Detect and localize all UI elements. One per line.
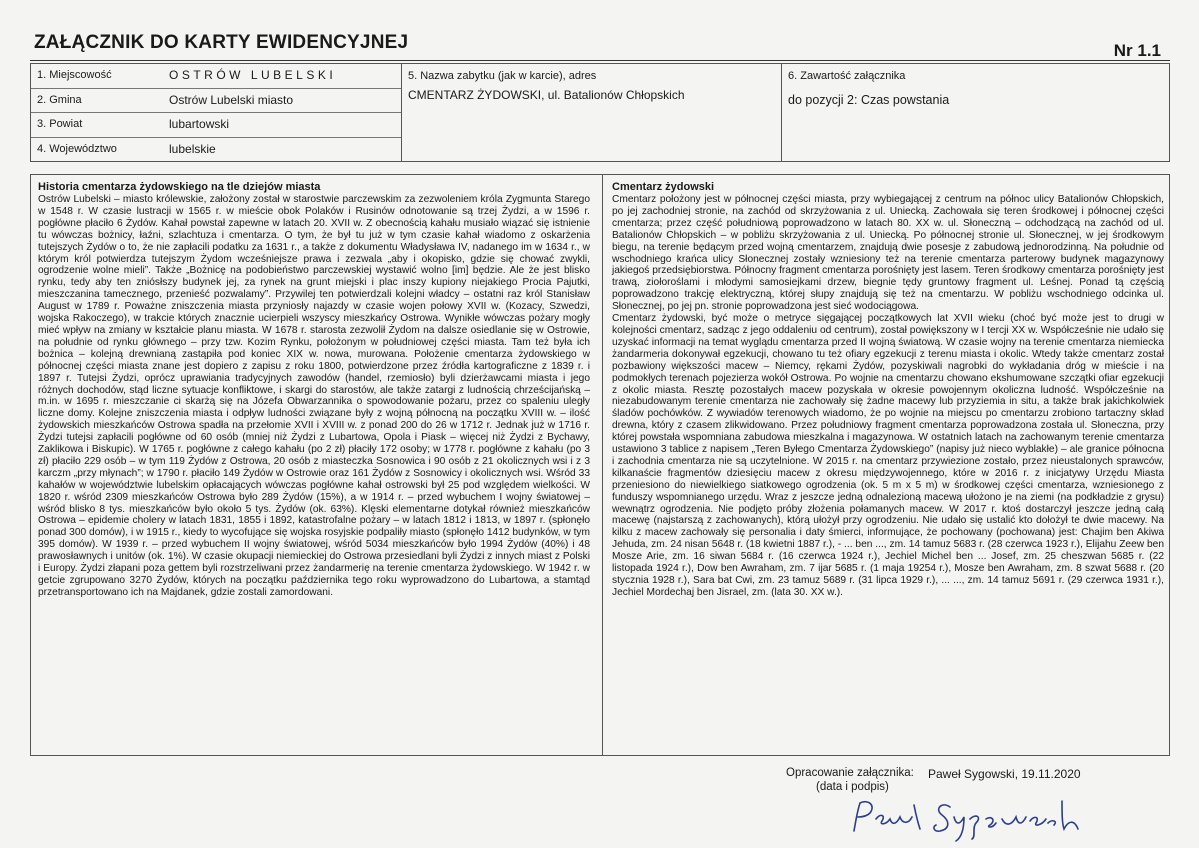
content-box [30, 174, 1170, 756]
header-table [30, 63, 1170, 162]
location-column [31, 64, 402, 161]
field-row-district [31, 113, 401, 138]
footer-sublabel: (data i podpis) [816, 781, 889, 793]
cemetery-paragraph-2: Cmentarz żydowski, być może o metryce sięgającej początkowych lat XVII wieku (choć być może jest to drugi w kolejności cmentarz, sadząc z jego oddaleniu od centrum), został powiększony w I tercji XX w. Współcześnie nie udało się uzyskać informacji na temat wyglądu cmentarza przed II wojną światową. W czasie wojny na terenie cmentarza niemiecka żandarmeria dokonywał egzekucji, chowano tu też ofiary egzekucji z terenu miasta i okolic. Wtedy także cmentarz został pozbawiony większości macew – Niemcy, rękami Żydów, pozyskiwali nagrobki do wykładania dróg w mieście i na podmokłych terenach pojezierza wokół Ostrowa. Po wojnie na cmentarzu chowano ekshumowane szczątki ofiar egzekucji z okolic miasta. Resztę pozostałych macew pozyskała w okresie powojennym okoliczna ludność. Współcześnie na niezabudowanym terenie cmentarza nie zachowały się żadne macewy lub przyziemia in situ, a także brak jakichkolwiek śladów pochówków. Z wywiadów terenowych wiadomo, że po wojnie na miejscu po cmentarzu zrobiono tartaczny skład drewna, który z czasem zlikwidowano. Przez południowy fragment cmentarza poprowadzona została ul. Słoneczna, przy której powstała wspomniana zabudowa mieszkalna i magazynowa. W ostatnich latach na zachowanym terenie cmentarza ustawiono 3 tablice z napisem „Teren Byłego Cmentarza Żydowskiego” (napisy już nieco wyblakłe) – ale granice północna i zachodnia cmentarza nie są uczytelnione. W 2015 r. na cmentarz przywiezione zostało, przez nieustalonych sprawców, kilkanaście fragmentów dziesięciu macew z okresu międzywojennego, które w 2016 r. z inicjatywy Urzędu Miasta przeniesiono do niewielkiego siatkowego ogrodzenia (ok. 5 m x 5 m) w środkowej części cmentarza, wzniesionego z funduszy wspomnianego urzędu. Wraz z jeszcze jedną odnalezioną macewą ułożono je na ziemi (na podkładzie z grysu) wewnątrz ogrodzenia. Nie podjęto próby złożenia połamanych macew. W 2017 r. ktoś dostarczył jeszcze jedną całą macewę (najstarszą z zachowanych), którą ułożył przy ogrodzeniu. Nie udało się ustalić kto dołożył te dwie macewy. Na kilku z macew zachowały się personalia i daty śmierci, informujące, że pochowany (pochowana) jest: Chajim ben Akiwa Jehuda, zm. 24 nisan 5648 r. (18 kwietni 1887 r.), - ... ben ..., zm. 14 tamuz 5683 r. (28 czerwca 1923 r.), Elijahu Zeew ben Mosze Arie, zm. 16 siwan 5684 r. (16 czerwca 1924 r.), Jechiel Michel ben ... Josef, zm. 25 cheszwan 5685 r. (22 listopada 1924 r.), Dow ben Awraham, zm. 7 ijar 5685 r. (1 maja 19254 r.), Mosze ben Awraham, zm. 8 szwat 5688 r. (20 stycznia 1928 r.), Sara bat Cwi, zm. 23 tamuz 5689 r. (31 lipca 1929 r.), ... ..., zm. 14 tamuz 5691 r. (29 czerwca 1931 r.), Jechiel Mordechaj ben Jisrael, zm. (lata 30. XX w.). [612, 313, 1164, 598]
field-row-voivodeship [31, 138, 401, 163]
field-value: lubartowski [169, 117, 230, 131]
field-label: 1. Miejscowość [37, 69, 112, 81]
cemetery-title: Cmentarz żydowski [612, 181, 715, 193]
monument-label: 5. Nazwa zabytku (jak w karcie), adres [408, 70, 597, 82]
field-value: Ostrów Lubelski miasto [169, 92, 294, 107]
contents-label: 6. Zawartość załącznika [788, 70, 906, 82]
signature-image [846, 795, 1096, 843]
cemetery-column [612, 181, 1164, 599]
field-label: 3. Powiat [37, 118, 83, 130]
monument-column [402, 64, 782, 161]
history-column [38, 181, 590, 599]
column-divider [602, 175, 603, 755]
title-rule [30, 60, 1170, 61]
footer-label: Opracowanie załącznika: [786, 767, 914, 779]
field-row-place [31, 64, 401, 89]
contents-column [782, 64, 1169, 161]
history-text: Ostrów Lubelski – miasto królewskie, założony został w starostwie parczewskim za zezwoleniem króla Zygmunta Starego w 1548 r. W czasie lustracji w 1565 r. w mieście obok Polaków i Rusinów odnotowanie są trzej Żydzi, a w 1596 r. pogłówne płaciło 6 Żydów. Kahał powstał zapewne w latach 20. XVII w. Z obecnością kahału musiało wiązać się istnienie tu wówczas bożnicy, łaźni, szlachtuza i cmentarza. O tym, że był tu już w tym czasie kahał wiadomo z oskarżenia tutejszych Żydów o to, że nie zapłacili podatku za 1631 r., a także z dokumentu Władysława IV, nadanego im w 1634 r., w którym król potwierdza tutejszym Żydom wcześniejsze prawa i zezwala „aby i okopisko, gdzie się chować zwykli, ogrodzenie wolne mieli”. Także „Bożnicę na podobieństwo parczewskiej wystawić wolno [im] będzie. Ale że jest blisko rynku, tedy aby ten zniósłszy budynek jej, za rynek na grunt miejski i plac inszy kupiony niejakiego Procia Pajutki, mieszczanina tamecznego, przenieść pozwalamy”. Przywilej ten potwierdzali kolejni władcy – ostatni raz król Stanisław August w 1789 r. Poważne zniszczenia miasta przyniosły najazdy w czasie wojen połowy XVII w. (Kozacy, Szwedzi, wojska Rakoczego), w trakcie których znacznie ucierpieli wszyscy mieszkańcy Ostrowa. Wynikłe wówczas pożary mogły mieć wpływ na zmiany w kształcie planu miasta. W 1678 r. starosta zezwolił Żydom na dalsze osiedlanie się w Ostrowie, na południe od rynku głównego – przy tzw. Kozim Rynku, położonym w południowej części miasta. Tam też była ich bożnica – kolejną drewnianą zastąpiła pod koniec XIX w. nowa, murowana. Położenie cmentarza żydowskiego w północnej części miasta znane jest dopiero z zapisu z roku 1800, potwierdzone przez źródła kartograficzne z 1839 r. i 1897 r. Tutejsi Żydzi, oprócz uprawiania tradycyjnych zawodów (handel, rzemiosło) byli dzierżawcami miasta i jego różnych dochodów, stąd liczne sytuacje konfliktowe, i skargi do starostów, ale także zatargi z ludnością chrześcijańską – m.in. w 1695 r. mieszczanie ci skarżą się na Józefa Obwarzannika o spowodowanie pożaru, przez co spaleniu uległy liczne domy. Kolejne zniszczenia miasta i odpływ ludności związane były z wojną północną na początku XVIII w. – ilość żydowskich mieszkańców Ostrowa spadła na przełomie XVII i XVIII w. z ponad 200 do 26 w 1712 r. Jednak już w 1716 r. Żydzi tutejsi zapłacili pogłówne od 60 osób (mniej niż Żydzi z Lubartowa, Opola i Piask – więcej niż Żydzi z Bychawy, Zaklikowa i Biskupic). W 1765 r. pogłówne z całego kahału (po 2 zł) płaciły 172 osoby; w 1778 r. pogłówne z kahału (po 3 zł) płaciło 229 osób – w tym 119 Żydów z Ostrowa, 20 osób z miasteczka Sosnowica i 90 osób z 21 okolicznych wsi i z 3 karczm „przy młynach”; w 1790 r. płaciło 149 Żydów w Ostrowie oraz 161 Żydów z Sosnowicy i okolicznych wsi. Wśród 33 kahałów w województwie lubelskim opłacających wówczas pogłówne kahał ostrowski był 25 pod względem wielkości. W 1820 r. wśród 2309 mieszkańców Ostrowa było 289 Żydów (15%), a w 1914 r. – przed wybuchem I wojny światowej – wśród blisko 8 tys. mieszkańców było około 5 tys. Żydów (ok. 63%). Klęski elementarne dotykał również mieszkańców Ostrowa – epidemie cholery w latach 1831, 1855 i 1892, katastrofalne pożary – w latach 1812 i 1813, w 1897 r. (spłonęło ponad 300 domów), i w 1915 r., kiedy to wycofujące się wojska rosyjskie podpaliły miasto (spłonęło 1412 budynków, w tym 395 domów). W 1939 r. – przed wybuchem II wojny światowej, wśród 5034 mieszkańców było 1994 Żydów (40%) i 48 prawosławnych i unitów (ok. 1%). W czasie okupacji niemieckiej do Ostrowa przesiedlani byli Żydzi z innych miast z Polski i Europy. Żydzi złapani poza gettem byli rozstrzeliwani przez żandarmerię na terenie cmentarza żydowskiego. W 1942 r. w getcie zgrupowano 3270 Żydów, których na początku października tego roku wyprowadzono do Lubartowa, a stamtąd przetransportowano ich na Majdanek, gdzie zostali zamordowani. [38, 194, 590, 598]
page-title: ZAŁĄCZNIK DO KARTY EWIDENCYJNEJ [34, 32, 409, 53]
field-row-commune [31, 89, 401, 114]
field-value: OSTRÓW LUBELSKI [169, 68, 337, 82]
history-title: Historia cmentarza żydowskiego na tle dziejów miasta [38, 181, 321, 193]
contents-value: do pozycji 2: Czas powstania [788, 93, 950, 107]
cemetery-paragraph-1: Cmentarz położony jest w północnej części miasta, przy wybiegającej z centrum na północ ulicy Batalionów Chłopskich, po jej zachodniej stronie, na zachód od skrzyżowania z ul. Uniecką. Zachowała się teren środkowej i północnej części cmentarza; przez część południową poprowadzono w latach 80. XX w. ul. Słoneczną – odchodzącą na zachód od ul. Batalionów Chłopskich – w pobliżu skrzyżowania z ul. Uniecką. Po północnej stronie ul. Słonecznej, w jej środkowym biegu, na terenie będącym przed wojną cmentarzem, znajdują dwie posesje z zabudową jednorodzinną. Na południe od wschodniego krańca ulicy Słonecznej zostały wzniesiony też na terenie cmentarza parterowy budynek magazynowy jakiegoś przedsiębiorstwa. Północny fragment cmentarza porośnięty jest lasem. Teren środkowy cmentarza porośnięty jest trawą, ziołoroślami i młodymi samosiejkami drzew, biegnie tędy gruntowy fragment ul. Leśnej. Ponad tą częścią poprowadzono trakcję elektryczną, której słupy znajdują się też na cmentarzu. W pobliżu wschodniego odcinka ul. Słonecznej, po jej pn. stronie poprowadzona jest sieć wodociągowa. [612, 194, 1164, 313]
footer-author: Paweł Sygowski, 19.11.2020 [928, 767, 1081, 781]
monument-value: CMENTARZ ŻYDOWSKI, ul. Batalionów Chłopskich [408, 88, 685, 102]
attachment-number: Nr 1.1 [1113, 41, 1161, 60]
field-label: 2. Gmina [37, 93, 82, 106]
field-label: 4. Województwo [37, 142, 117, 155]
field-value: lubelskie [169, 141, 216, 156]
